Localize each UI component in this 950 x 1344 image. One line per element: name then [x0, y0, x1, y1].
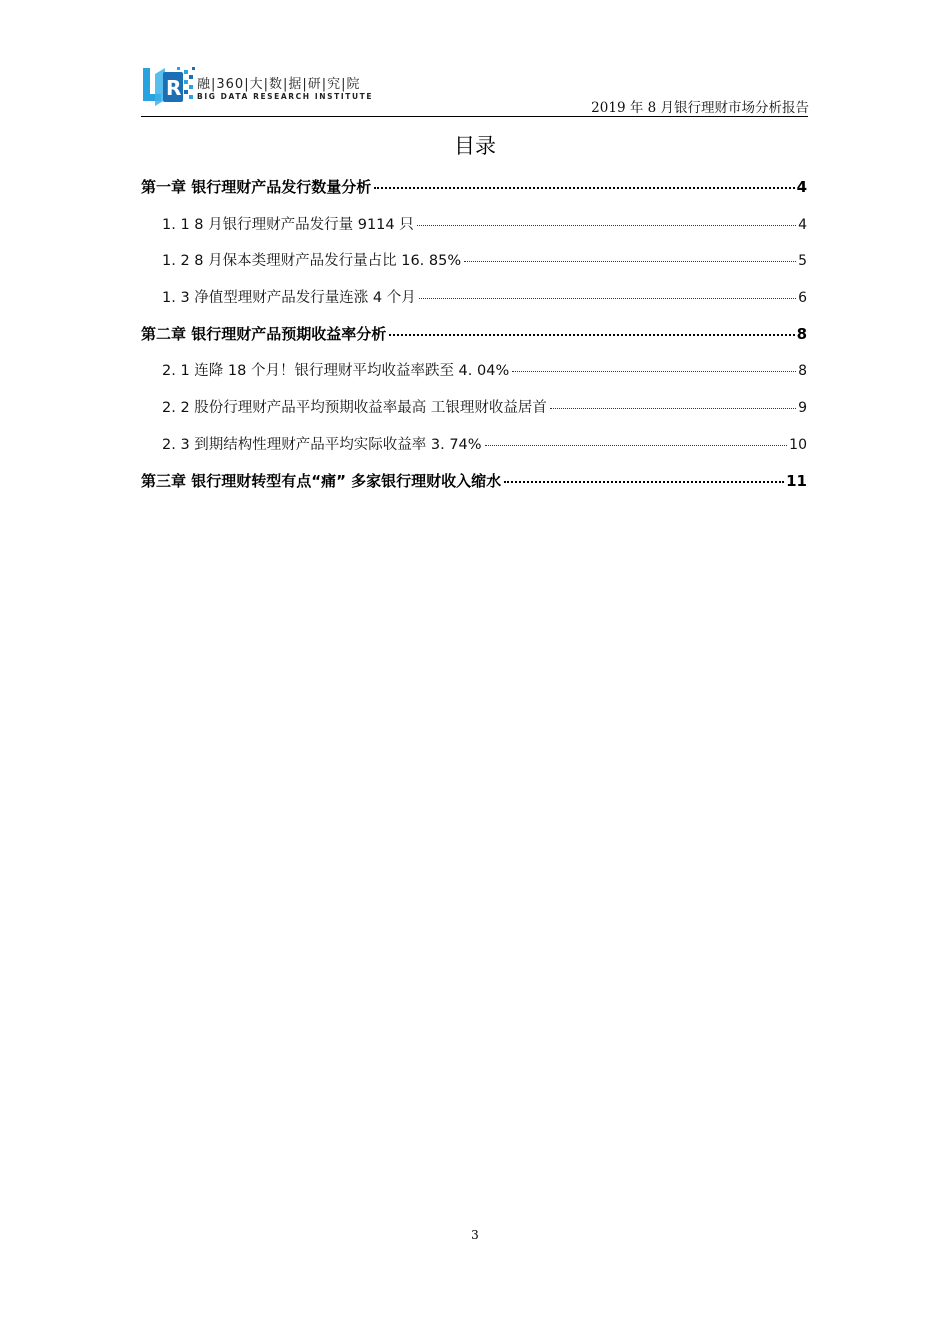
toc-entry-text: 1. 1 8 月银行理财产品发行量 9114 只 [162, 216, 414, 233]
toc-title: 目录 [454, 134, 496, 158]
toc-leader-dots [374, 187, 794, 189]
toc-entry-text: 第一章 银行理财产品发行数量分析 [141, 178, 372, 196]
toc-entry-text: 1. 2 8 月保本类理财产品发行量占比 16. 85% [162, 253, 462, 270]
toc-leader-dots [419, 298, 796, 299]
toc-entry-page: 4 [796, 178, 807, 196]
page-number: 3 [471, 1228, 479, 1242]
toc-leader-dots [512, 371, 796, 372]
toc-section-1-1[interactable] [141, 213, 807, 250]
toc-leader-dots [550, 408, 796, 409]
toc-section-2-3[interactable] [141, 433, 807, 470]
header-divider [141, 116, 808, 117]
toc-entry-text: 2. 1 连降 18 个月！银行理财平均收益率跌至 4. 04% [162, 363, 510, 380]
toc-leader-dots [417, 225, 796, 226]
toc-chapter-1[interactable] [141, 176, 807, 213]
toc-leader-dots [485, 445, 788, 446]
report-header-title: 2019 年 8 月银行理财市场分析报告 [591, 100, 809, 116]
toc-entry-text: 第三章 银行理财转型有点“痛” 多家银行理财收入缩水 [141, 471, 502, 490]
toc-chapter-2[interactable] [141, 323, 807, 360]
toc-entry-page: 6 [798, 290, 807, 307]
toc-section-2-1[interactable] [141, 359, 807, 396]
institute-logo [141, 62, 374, 112]
toc-section-1-3[interactable] [141, 286, 807, 323]
toc-entry-page: 4 [798, 216, 807, 233]
toc-entry-page: 5 [798, 253, 807, 270]
toc-leader-dots [504, 481, 784, 483]
table-of-contents [141, 176, 807, 506]
svg-text:R: R [166, 76, 182, 100]
toc-entry-page: 10 [789, 436, 807, 453]
toc-entry-text: 1. 3 净值型理财产品发行量连涨 4 个月 [162, 290, 416, 307]
toc-entry-text: 2. 2 股份行理财产品平均预期收益率最高 工银理财收益居首 [162, 400, 547, 417]
toc-entry-page: 8 [796, 324, 807, 343]
toc-entry-page: 9 [798, 400, 807, 417]
toc-section-2-2[interactable] [141, 396, 807, 433]
toc-chapter-3[interactable] [141, 470, 807, 507]
toc-entry-page: 11 [786, 471, 807, 490]
logo-chinese-name: 融|360|大|数|据|研|究|院 [197, 77, 361, 92]
toc-entry-page: 8 [798, 363, 807, 380]
toc-leader-dots [464, 261, 796, 262]
toc-section-1-2[interactable] [141, 249, 807, 286]
logo-mark-icon [141, 64, 197, 110]
toc-entry-text: 2. 3 到期结构性理财产品平均实际收益率 3. 74% [162, 436, 482, 453]
toc-entry-text: 第二章 银行理财产品预期收益率分析 [141, 324, 387, 343]
toc-leader-dots [389, 334, 794, 336]
logo-english-name: BIG DATA RESEARCH INSTITUTE [197, 92, 374, 101]
